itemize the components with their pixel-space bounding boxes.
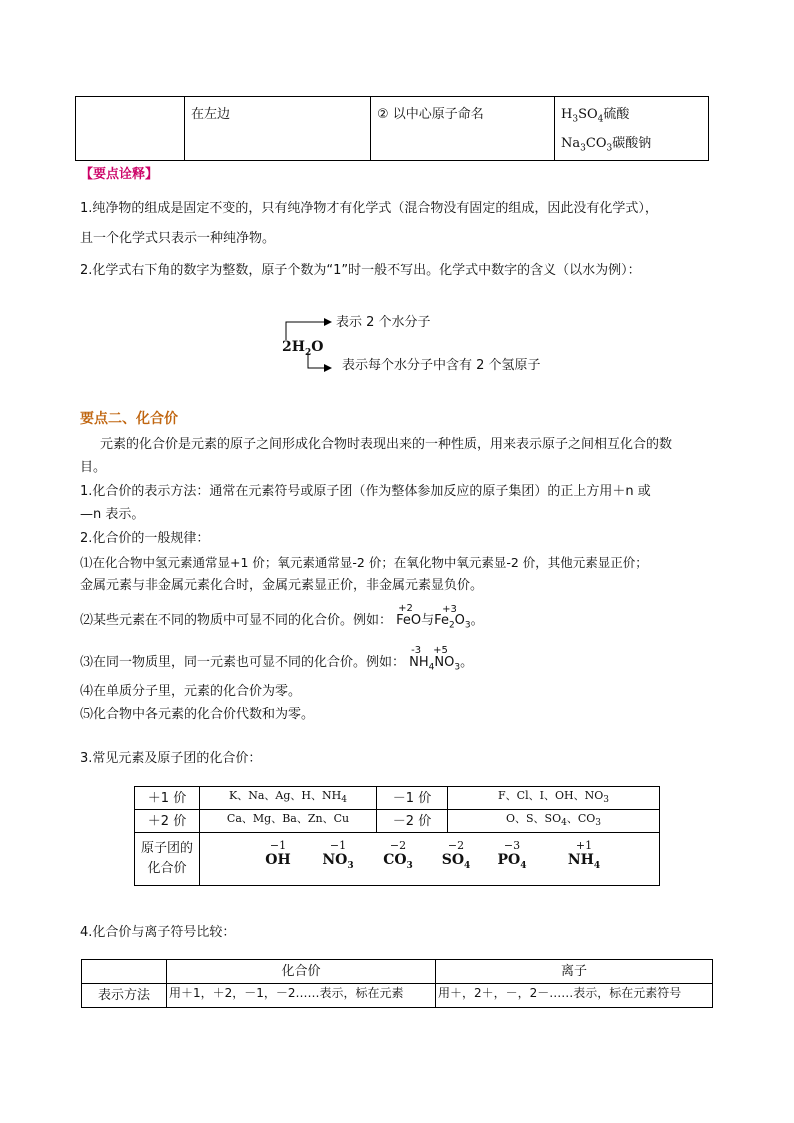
comparison-header-valence: 化合价	[167, 960, 436, 984]
valence-rules-title: 2.化合价的一般规律：	[80, 531, 210, 546]
rule-3: ⑶在同一物质里，同一元素也可显不同的化合价。例如： -3 +5 $NH_4NO_3$。	[80, 654, 473, 677]
section-2-intro-line-1: 元素的化合价是元素的原子之间形成化合物时表现出来的一种性质，用来表示原子之间相互化合的数	[100, 437, 673, 452]
key-points-label: 【要点诠释】	[80, 167, 159, 182]
valence-minus2-label: －2 价	[377, 810, 448, 833]
group-so4: −2 $SO_4$	[441, 839, 471, 871]
example-sulfuric-acid: $H_3SO_4$硫酸	[561, 107, 630, 125]
h2o-diagram	[280, 310, 580, 380]
diagram-top-label: 表示 2 个水分子	[336, 315, 431, 330]
naming-table-cell-position: 在左边	[185, 97, 371, 161]
naming-table-cell-examples	[555, 97, 709, 161]
common-valence-title: 3.常见元素及原子团的化合价：	[80, 751, 262, 766]
comparison-ion-method: 用＋，2＋，－，2－……表示，标在元素符号	[436, 984, 713, 1008]
rule-1-line-1: ⑴在化合物中氢元素通常显+1 价；氧元素通常显-2 价；在氧化物中氧元素显-2 价，其他元素显正价；	[80, 555, 648, 570]
valence-table	[134, 786, 660, 886]
valence-plus2-elements: Ca、Mg、Ba、Zn、Cu	[200, 810, 377, 833]
valence-method-line-2: —n 表示。	[80, 507, 145, 522]
valence-plus1-elements: K、Na、Ag、H、$NH_4$	[200, 787, 377, 810]
atomic-group-label: 原子团的 化合价	[135, 833, 200, 886]
rule-3-example: -3 +5 $NH_4NO_3$。	[409, 645, 474, 673]
rule-5: ⑸化合物中各元素的化合价代数和为零。	[80, 707, 315, 722]
comparison-table	[81, 959, 713, 1008]
naming-table-cell-empty	[76, 97, 185, 161]
section-2-intro-line-2: 目。	[80, 460, 107, 475]
paragraph-1-line-2: 且一个化学式只表示一种纯净物。	[80, 231, 276, 246]
comparison-title: 4.化合价与离子符号比较：	[80, 925, 236, 940]
valence-minus2-elements: O、S、$SO_4$、$CO_3$	[448, 810, 660, 833]
paragraph-2-line-1: 2.化学式右下角的数字为整数，原子个数为“1”时一般不写出。化学式中数字的含义（以水为例）：	[80, 263, 641, 278]
rule-2: ⑵某些元素在不同的物质中可显不同的化合价。例如： +2 FeO与 +3 $Fe_2O_3$。	[80, 612, 484, 635]
valence-plus2-label: ＋2 价	[135, 810, 200, 833]
group-no3: −1 $NO_3$	[322, 839, 354, 871]
valence-minus1-label: －1 价	[377, 787, 448, 810]
naming-table	[75, 96, 709, 161]
diagram-bottom-label: 表示每个水分子中含有 2 个氢原子	[342, 358, 541, 373]
comparison-header-ion: 离子	[436, 960, 713, 984]
example-sodium-carbonate: $Na_3CO_3$碳酸钠	[561, 135, 652, 154]
paragraph-1-line-1: 1.纯净物的组成是固定不变的，只有纯净物才有化学式（混合物没有固定的组成，因此没有化学式），	[80, 201, 658, 216]
group-co3: −2 $CO_3$	[383, 839, 413, 871]
group-po4: −3 $PO_4$	[497, 839, 527, 871]
rule-4: ⑷在单质分子里，元素的化合价为零。	[80, 684, 302, 699]
group-oh: −1 OH	[265, 839, 291, 868]
section-2-title: 要点二、化合价	[80, 411, 178, 427]
rule-2-example: +2 FeO与 +3 $Fe_2O_3$。	[396, 603, 484, 631]
valence-method-line-1: 1.化合价的表示方法：通常在元素符号或原子团（作为整体参加反应的原子集团）的正上方用＋n 或	[80, 484, 651, 499]
h2o-formula: $2H_2O$	[282, 339, 324, 358]
atomic-group-values	[200, 833, 660, 886]
comparison-header-empty	[82, 960, 167, 984]
rule-1-line-2: 金属元素与非金属元素化合时，金属元素显正价，非金属元素显负价。	[80, 578, 484, 593]
valence-plus1-label: ＋1 价	[135, 787, 200, 810]
comparison-valence-method: 用＋1，＋2，－1，－2……表示，标在元素	[167, 984, 436, 1008]
valence-minus1-elements: F、Cl、I、OH、$NO_3$	[448, 787, 660, 810]
naming-table-cell-rule: ② 以中心原子命名	[371, 97, 555, 161]
comparison-row-label: 表示方法	[82, 984, 167, 1008]
group-nh4: +1 $NH_4$	[567, 839, 601, 871]
